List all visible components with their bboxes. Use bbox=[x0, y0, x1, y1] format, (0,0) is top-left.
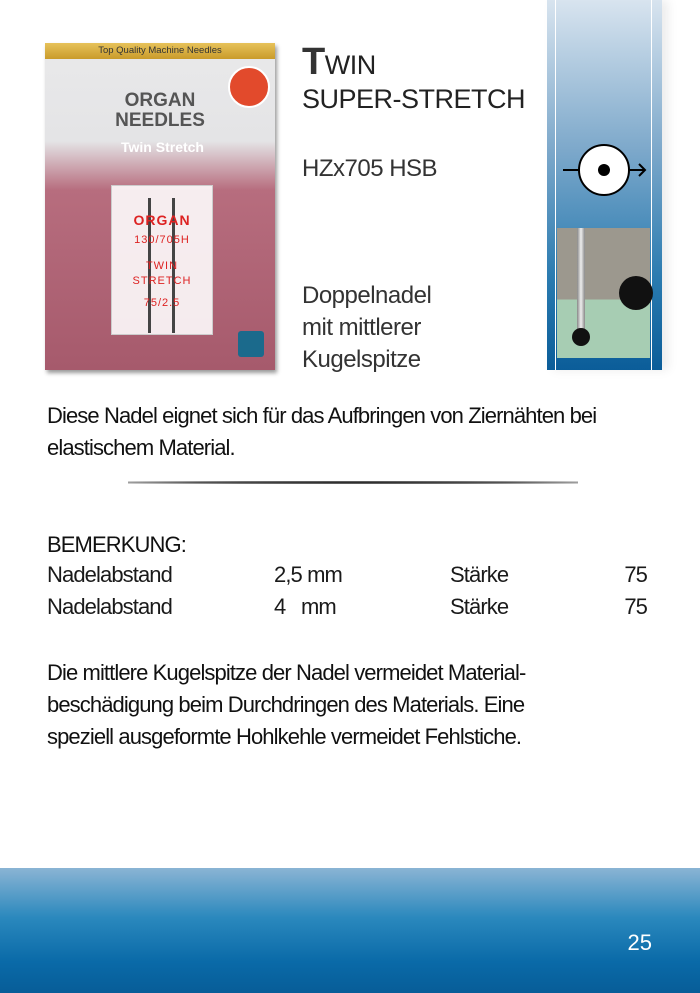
closing-line: Die mittlere Kugelspitze der Nadel vermeidet Material- bbox=[47, 660, 526, 685]
stripe-line bbox=[555, 0, 556, 370]
package-brand bbox=[105, 91, 215, 131]
package-banner: Top Quality Machine Needles bbox=[45, 43, 275, 59]
package-product: Twin Stretch bbox=[121, 139, 204, 155]
divider bbox=[128, 481, 578, 484]
spec-label: Nadelabstand bbox=[47, 594, 172, 619]
page-number: 25 bbox=[627, 930, 652, 955]
needle-card bbox=[111, 185, 213, 335]
title-rest: WIN bbox=[324, 50, 376, 80]
page-title bbox=[302, 41, 526, 116]
size-value: 75 bbox=[624, 562, 647, 587]
brand-line-1: ORGAN bbox=[124, 90, 196, 111]
hole-icon bbox=[619, 276, 653, 310]
brand-line-2: NEEDLES bbox=[115, 110, 205, 131]
desc-line: Doppelnadel bbox=[302, 282, 432, 309]
intro-line: Diese Nadel eignet sich für das Aufbringen von Ziernähten bei bbox=[47, 403, 597, 428]
closing-line: beschädigung beim Durchdringen des Materials. Eine bbox=[47, 692, 525, 717]
closing-line: speziell ausgeformte Hohlkehle vermeidet Fehlstiche. bbox=[47, 724, 522, 749]
title-initial: T bbox=[302, 41, 325, 83]
spec-label: Nadelabstand bbox=[47, 562, 172, 587]
spec-value: 2,5 mm bbox=[274, 562, 342, 587]
quality-seal-icon bbox=[228, 66, 270, 108]
sewing-machine-icon bbox=[238, 331, 264, 357]
needle-fabric-photo bbox=[557, 228, 650, 358]
intro-text bbox=[47, 400, 596, 464]
desc-line: Kugelspitze bbox=[302, 346, 421, 373]
page-footer bbox=[0, 868, 700, 993]
needle-icon bbox=[577, 228, 585, 338]
ballpoint-symbol-icon bbox=[559, 140, 649, 200]
card-brand: ORGAN bbox=[133, 212, 191, 228]
card-code: 130/705H bbox=[134, 234, 190, 246]
stripe-line bbox=[651, 0, 652, 370]
title-line-2: SUPER-STRETCH bbox=[302, 84, 526, 114]
card-size: 75/2.5 bbox=[143, 297, 181, 309]
spec-value: 4 mm bbox=[274, 594, 336, 619]
card-line-2: STRETCH bbox=[132, 275, 192, 287]
size-label: Stärke bbox=[450, 562, 509, 587]
size-value: 75 bbox=[624, 594, 647, 619]
side-stripe bbox=[547, 0, 662, 370]
size-label: Stärke bbox=[450, 594, 509, 619]
intro-line: elastischem Material. bbox=[47, 435, 235, 460]
card-line-1: TWIN bbox=[145, 260, 179, 272]
remarks-heading: BEMERKUNG: bbox=[47, 532, 186, 557]
hole-icon bbox=[572, 328, 590, 346]
needle-description bbox=[302, 280, 431, 376]
needle-code: HZx705 HSB bbox=[302, 155, 438, 182]
desc-line: mit mittlerer bbox=[302, 314, 421, 341]
closing-text bbox=[47, 657, 525, 753]
needle-package-image bbox=[45, 43, 275, 370]
